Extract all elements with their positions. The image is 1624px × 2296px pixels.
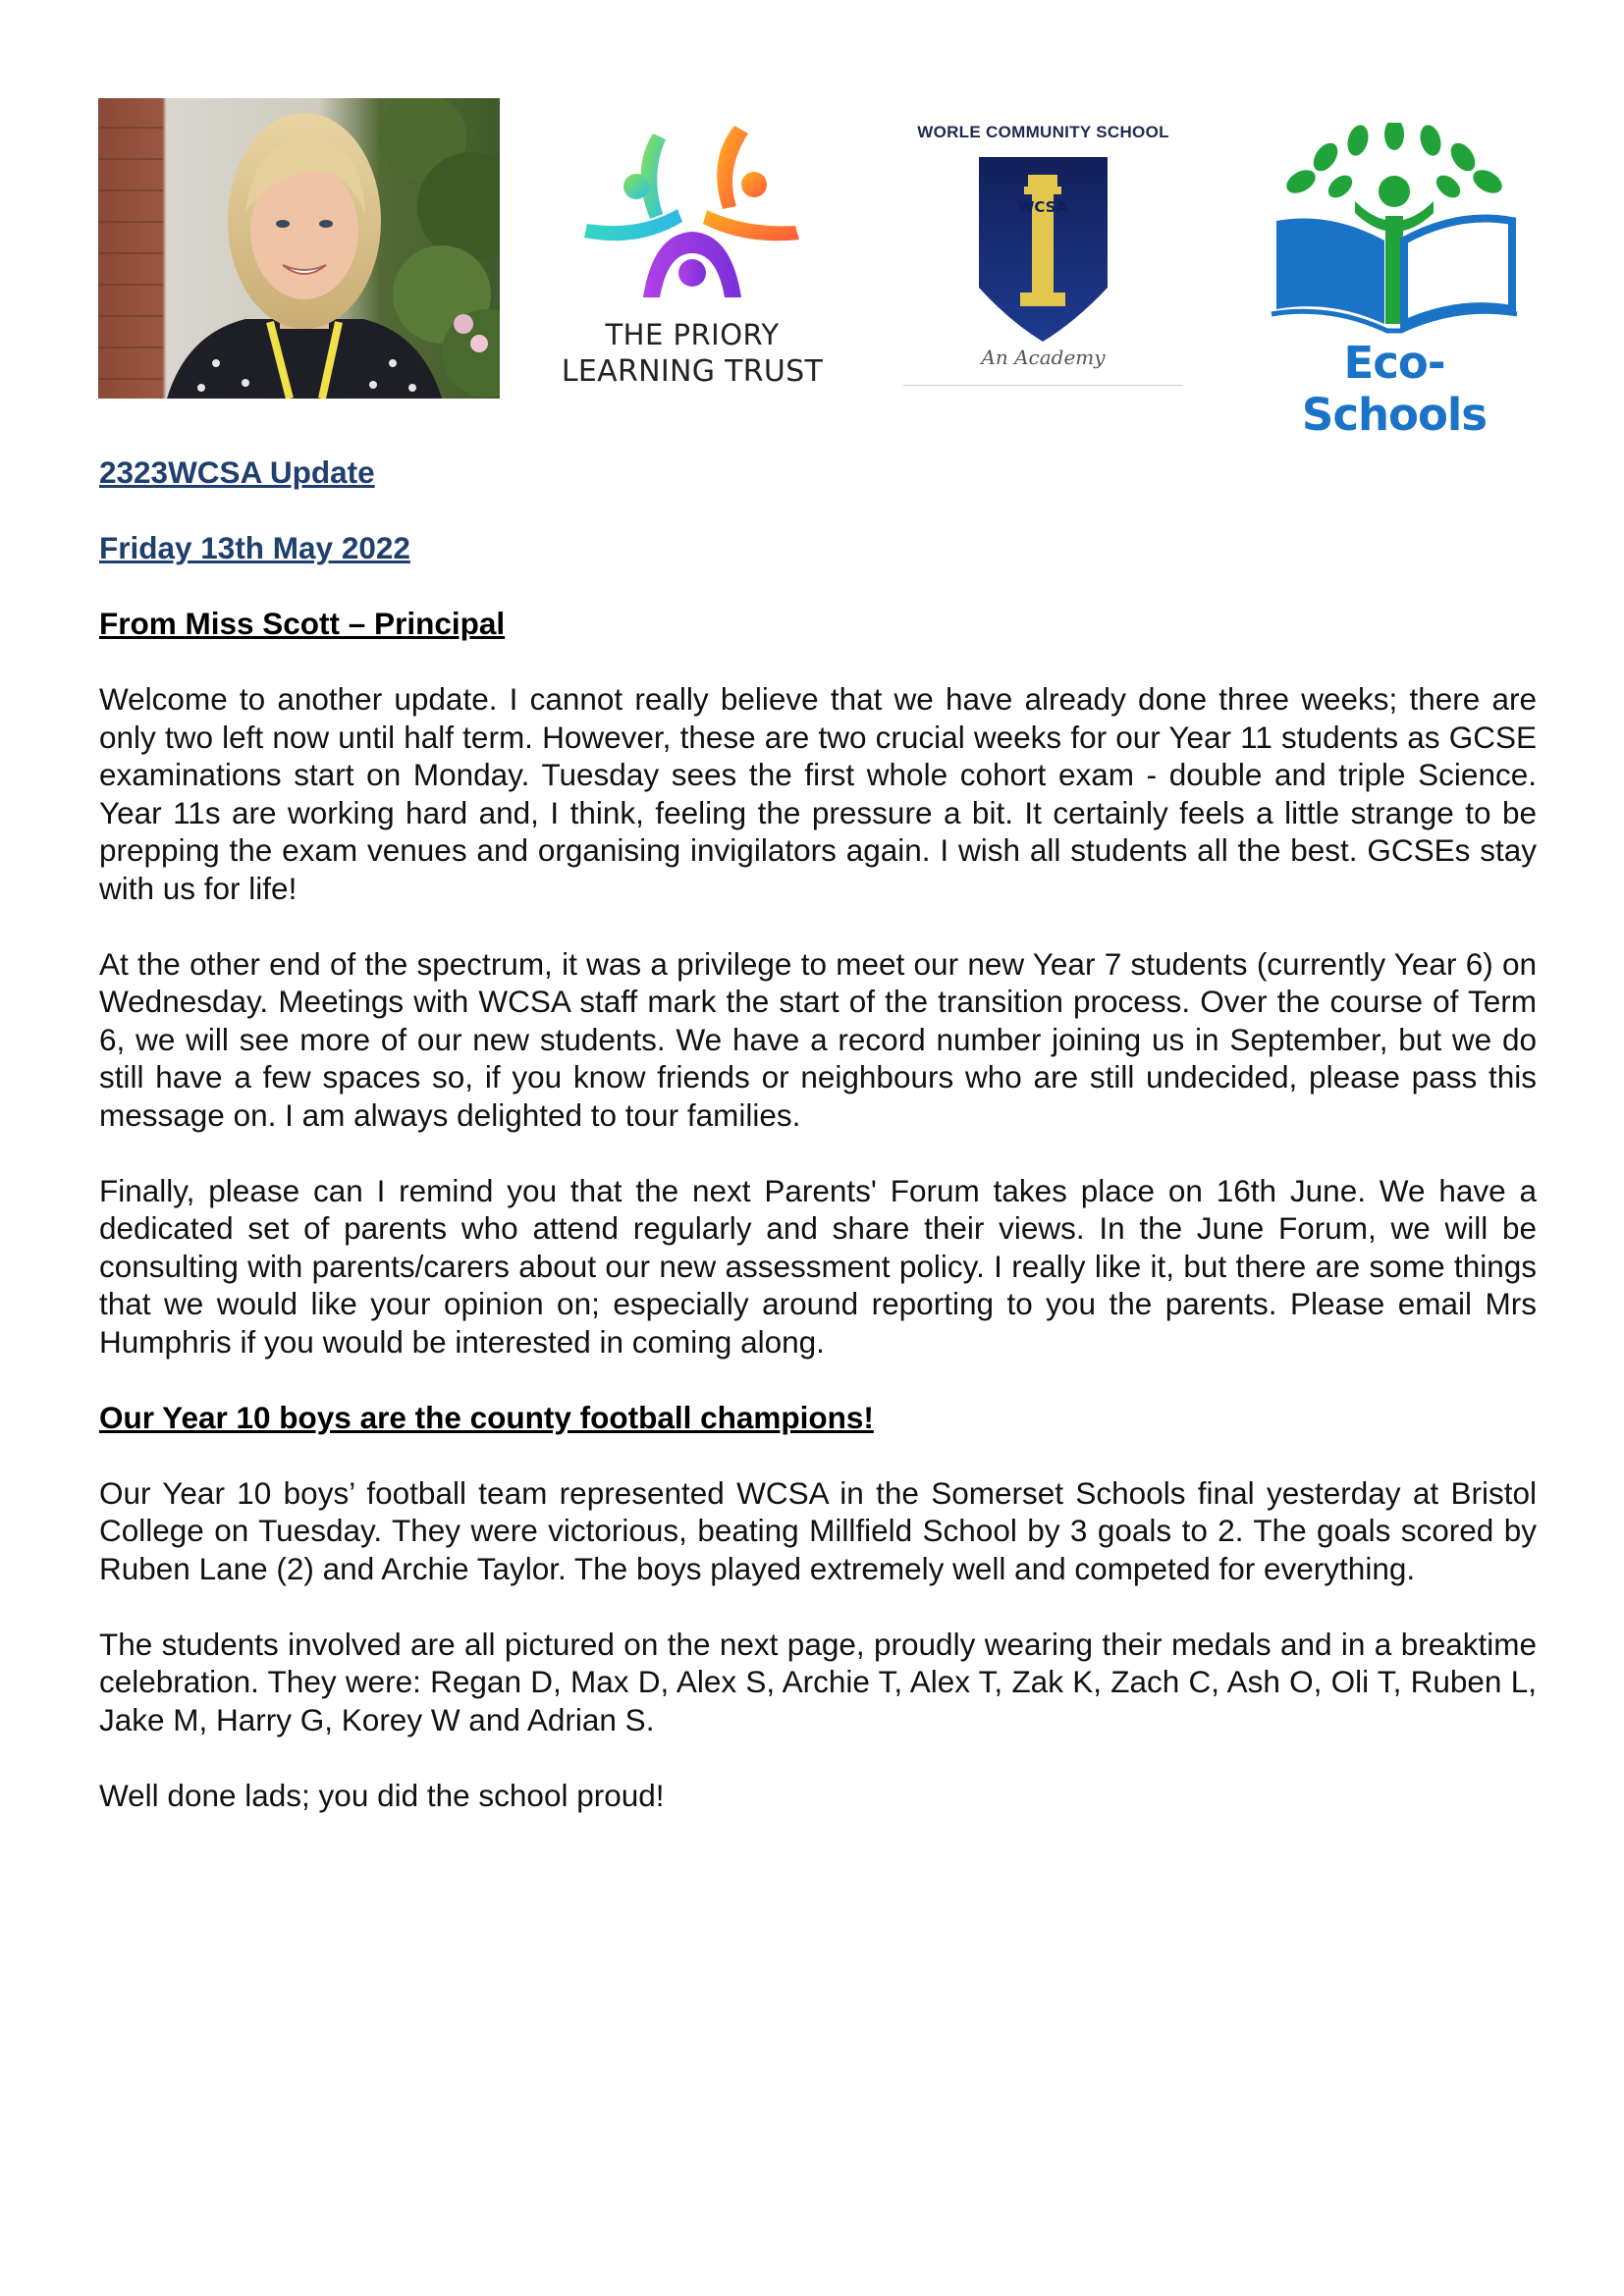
worle-academy-subtitle: An Academy <box>981 346 1106 369</box>
principal-photo <box>98 98 500 399</box>
football-paragraph-2: The students involved are all pictured on the next page, proudly wearing their medals and in a breaktime celebration. They were: Regan D, Max D, Alex S, Archie T, Alex T, Zak K, Zach C, Ash O, Oli T, Ruben L, Jake M, Harry G, Korey W and Adrian S. <box>99 1626 1537 1737</box>
worle-community-school-logo <box>903 118 1183 393</box>
eco-schools-logo <box>1262 123 1527 441</box>
header-logos <box>0 0 1624 441</box>
football-paragraph-3: Well done lads; you did the school proud! <box>99 1777 665 1813</box>
worle-school-title: WORLE COMMUNITY SCHOOL <box>917 123 1169 141</box>
eco-tree-book-icon <box>1262 123 1527 339</box>
principal-section-heading: From Miss Scott – Principal <box>99 606 506 641</box>
football-paragraph-1: Our Year 10 boys’ football team represented WCSA in the Somerset Schools final yesterday at Bristol College on Tuesday. They were victorious, beating Millfield School by 3 goals to 2. The goals scored by Ruben Lane (2) and Archie Taylor. The boys played extremely well and competed for everything. <box>99 1474 1537 1586</box>
eco-schools-name: Eco-Schools <box>1301 337 1488 441</box>
principal-paragraph-2: At the other end of the spectrum, it was a privilege to meet our new Year 7 students (currently Year 6) on Wednesday. Meetings with WCSA staff mark the start of the transition process. Over the course of Term 6, we will see more of our new students. We have a record number joining us in September, but we do still have a few spaces so, if you know friends or neighbours who are still undecided, please pass this message on. I am always delighted to tour families. <box>99 945 1537 1133</box>
worle-divider <box>903 385 1183 386</box>
principal-photo-image <box>98 98 500 399</box>
priory-name-line2: LEARNING TRUST <box>561 354 824 389</box>
priory-learning-trust-logo <box>560 116 825 400</box>
priory-name-line1: THE PRIORY <box>605 318 780 351</box>
football-section-heading: Our Year 10 boys are the county football champions! <box>99 1399 874 1435</box>
priory-figures-icon <box>560 116 825 312</box>
worle-crest-icon <box>977 155 1110 347</box>
newsletter-content <box>99 454 1537 1852</box>
principal-paragraph-3: Finally, please can I remind you that the next Parents' Forum takes place on 16th June. We have a dedicated set of parents who attend regularly and share their views. In the June Forum, we will be consulting with parents/carers about our new assessment policy. I really like it, but there are some things that we would like your opinion on; especially around reporting to you the parents. Please email Mrs Humphris if you would be interested in coming along. <box>99 1172 1537 1360</box>
update-title-link[interactable]: 2323WCSA Update <box>99 454 375 490</box>
worle-crest-letter-w: WCSA <box>1017 198 1068 216</box>
date-link[interactable]: Friday 13th May 2022 <box>99 530 410 565</box>
principal-paragraph-1: Welcome to another update. I cannot really believe that we have already done three weeks; there are only two left now until half term. However, these are two crucial weeks for our Year 11 students as GCSE examinations start on Monday. Tuesday sees the first whole cohort exam - double and triple Science. Year 11s are working hard and, I think, feeling the pressure a bit. It certainly feels a little strange to be prepping the exam venues and organising invigilators again. I wish all students all the best. GCSEs stay with us for life! <box>99 681 1537 906</box>
